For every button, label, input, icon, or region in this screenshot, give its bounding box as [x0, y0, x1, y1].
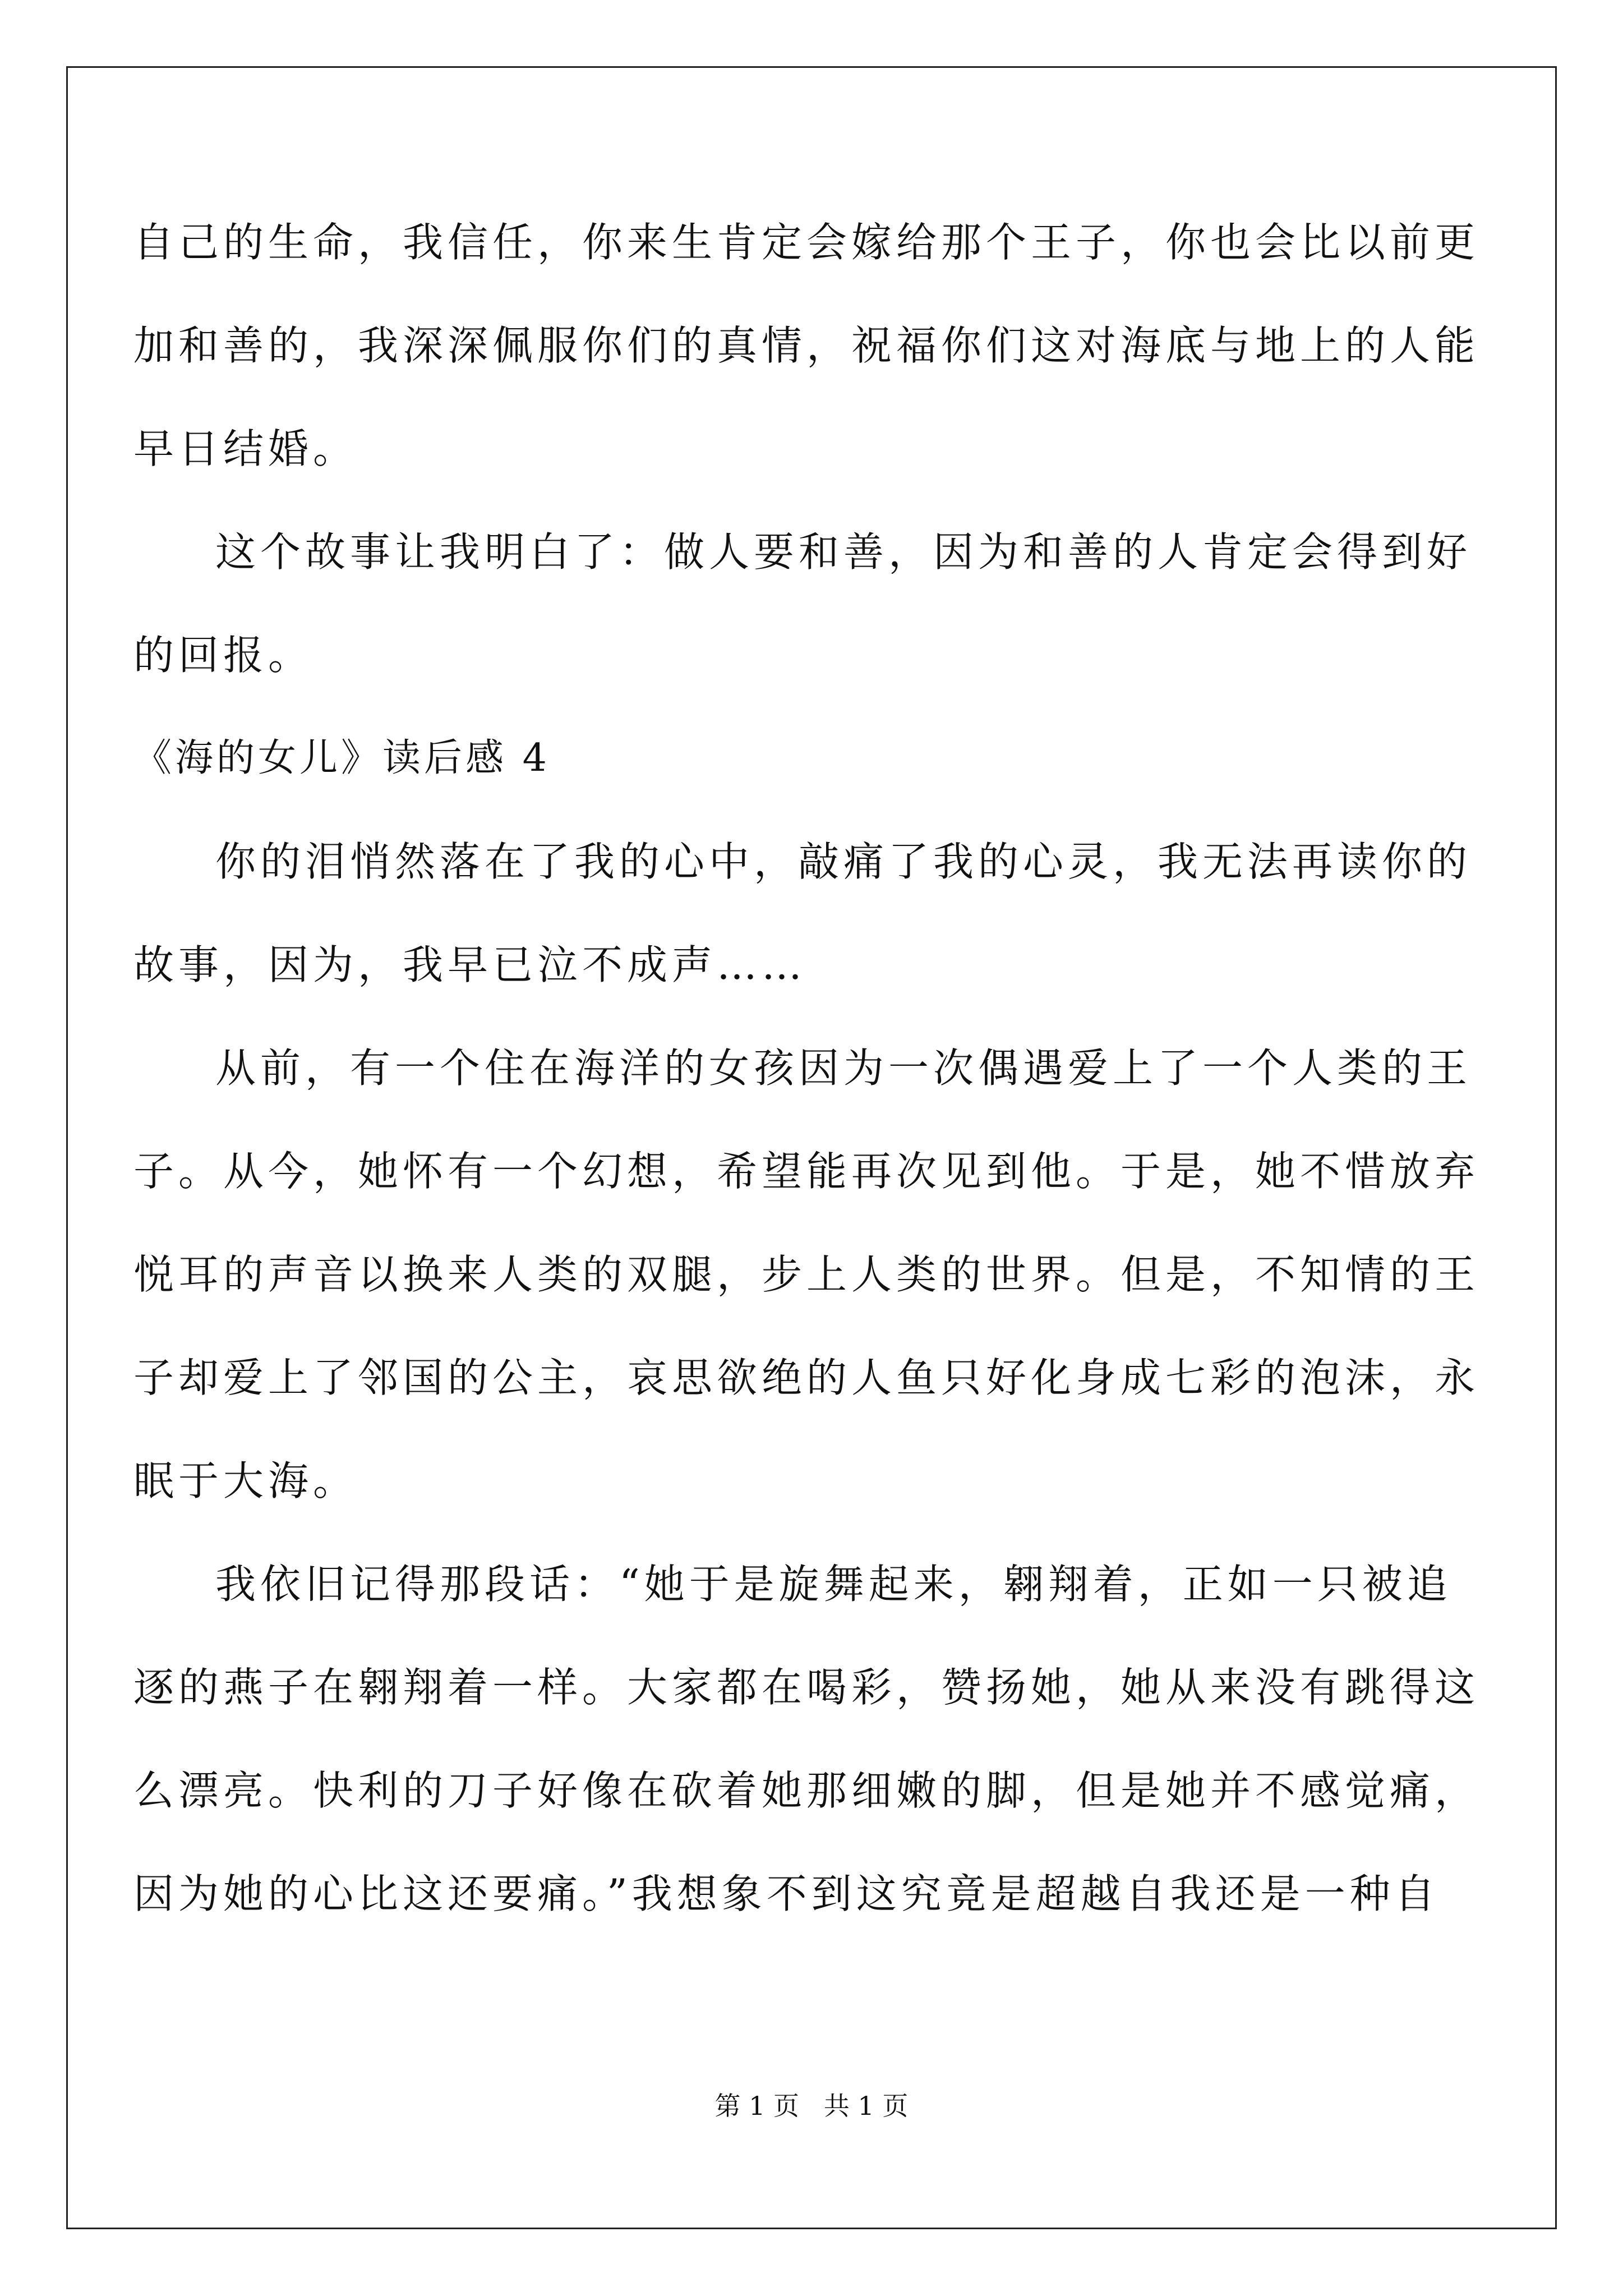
section-heading: 《海的女儿》读后感 4 [133, 736, 550, 780]
text-line: 自己的生命，我信任，你来生肯定会嫁给那个王子，你也会比以前更 [133, 219, 1480, 266]
text-line: 故事，因为，我早已泣不成声…… [133, 941, 807, 988]
text-line: 我依旧记得那段话：“她于是旋舞起来，翱翔着，正如一只被追 [215, 1561, 1452, 1608]
text-line: 的回报。 [133, 632, 313, 679]
text-line: 子却爱上了邻国的公主，哀思欲绝的人鱼只好化身成七彩的泡沫，永 [133, 1354, 1480, 1401]
text-line: 加和善的，我深深佩服你们的真情，祝福你们这对海底与地上的人能 [133, 322, 1480, 369]
text-line: 从前，有一个住在海洋的女孩因为一次偶遇爱上了一个人类的王 [215, 1045, 1472, 1092]
page-footer: 第 1 页 共 1 页 [714, 2091, 909, 2121]
text-line: 逐的燕子在翱翔着一样。大家都在喝彩，赞扬她，她从来没有跳得这 [133, 1664, 1480, 1711]
text-line: 这个故事让我明白了：做人要和善，因为和善的人肯定会得到好 [215, 528, 1472, 576]
text-line: 因为她的心比这还要痛。”我想象不到这究竟是超越自我还是一种自 [133, 1870, 1440, 1917]
text-line: 早日结婚。 [133, 425, 358, 472]
text-line: 么漂亮。快利的刀子好像在砍着她那细嫩的脚，但是她并不感觉痛， [133, 1767, 1480, 1814]
text-line: 子。从今，她怀有一个幻想，希望能再次见到他。于是，她不惜放弃 [133, 1148, 1480, 1195]
text-line: 眠于大海。 [133, 1457, 358, 1504]
text-line: 悦耳的声音以换来人类的双腿，步上人类的世界。但是，不知情的王 [133, 1251, 1480, 1298]
text-line: 你的泪悄然落在了我的心中，敲痛了我的心灵，我无法再读你的 [215, 838, 1472, 885]
